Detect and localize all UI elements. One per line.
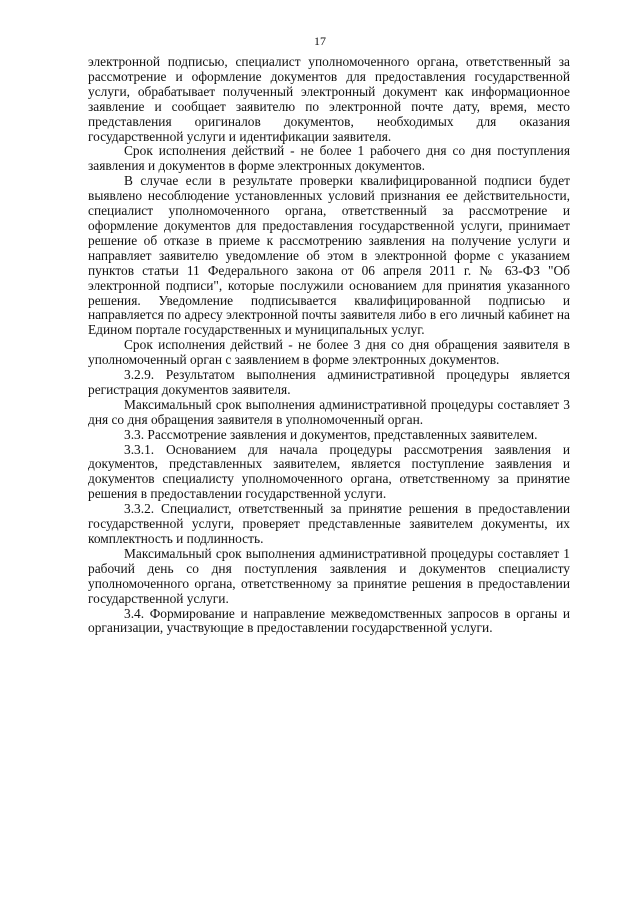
paragraph-signature-check-refusal: В случае если в результате проверки квалифицированной подписи будет выявлено несоблюдение установленных условий признания ее действительности, специалист уполномоченного органа, ответственный за рассмотрение и оформление документов для предоставления государственной услуги, принимает решение об отказе в приеме к рассмотрению заявления на получение услуги и направляет заявителю уведомление об этом в электронной форме с указанием пунктов статьи 11 Федерального закона от 06 апреля 2011 г. № 63-ФЗ "Об электронной подписи", которые послужили основанием для принятия указанного решения. Уведомление подписывается квалифицированной подписью и направляется по адресу электронной почты заявителя либо в его личный кабинет на Едином портале государственных и муниципальных услуг. xyxy=(88,173,570,338)
paragraph-electronic-signature: электронной подписью, специалист уполномоченного органа, ответственный за рассмотрение и оформление документов для предоставления государственной услуги, обрабатывает полученный электронный документ как информационное заявление и сообщает заявителю по электронной почте дату, время, место представления оригиналов документов, необходимых для оказания государственной услуги и идентификации заявителя. xyxy=(88,54,570,144)
paragraph-3-3: 3.3. Рассмотрение заявления и документов, представленных заявителем. xyxy=(124,426,538,442)
page-number: 17 xyxy=(314,34,326,48)
paragraph-deadline-3-days: Срок исполнения действий - не более 3 дня со дня обращения заявителя в уполномоченный орган с заявлением в форме электронных документов. xyxy=(88,337,570,368)
paragraph-3-4: 3.4. Формирование и направление межведомственных запросов в органы и организации, участвующие в предоставлении государственной услуги. xyxy=(88,605,570,636)
paragraph-3-2-9: 3.2.9. Результатом выполнения административной процедуры является регистрация документов заявителя. xyxy=(88,367,570,397)
paragraph-max-term-3-days: Максимальный срок выполнения административной процедуры составляет 3 дня со дня обращения заявителя в уполномоченный орган. xyxy=(88,396,570,427)
paragraph-3-3-2: 3.3.2. Специалист, ответственный за принятие решения в предоставлении государственной услуги, проверяет представленные заявителем документы, их комплектность и подлинность. xyxy=(88,501,570,546)
paragraph-3-3-1: 3.3.1. Основанием для начала процедуры рассмотрения заявления и документов, представленных заявителем, является поступление заявления и документов специалисту уполномоченного органа, ответственному за принятие решения в предоставлении государственной услуги. xyxy=(88,441,570,502)
paragraph-max-term-1-day: Максимальный срок выполнения административной процедуры составляет 1 рабочий день со дня поступления заявления и документов специалисту уполномоченного органа, ответственному за принятие решения в предоставлении государственной услуги. xyxy=(88,545,570,606)
paragraph-deadline-1-day: Срок исполнения действий - не более 1 рабочего дня со дня поступления заявления и документов в форме электронных документов. xyxy=(88,143,570,174)
document-body xyxy=(88,55,570,636)
